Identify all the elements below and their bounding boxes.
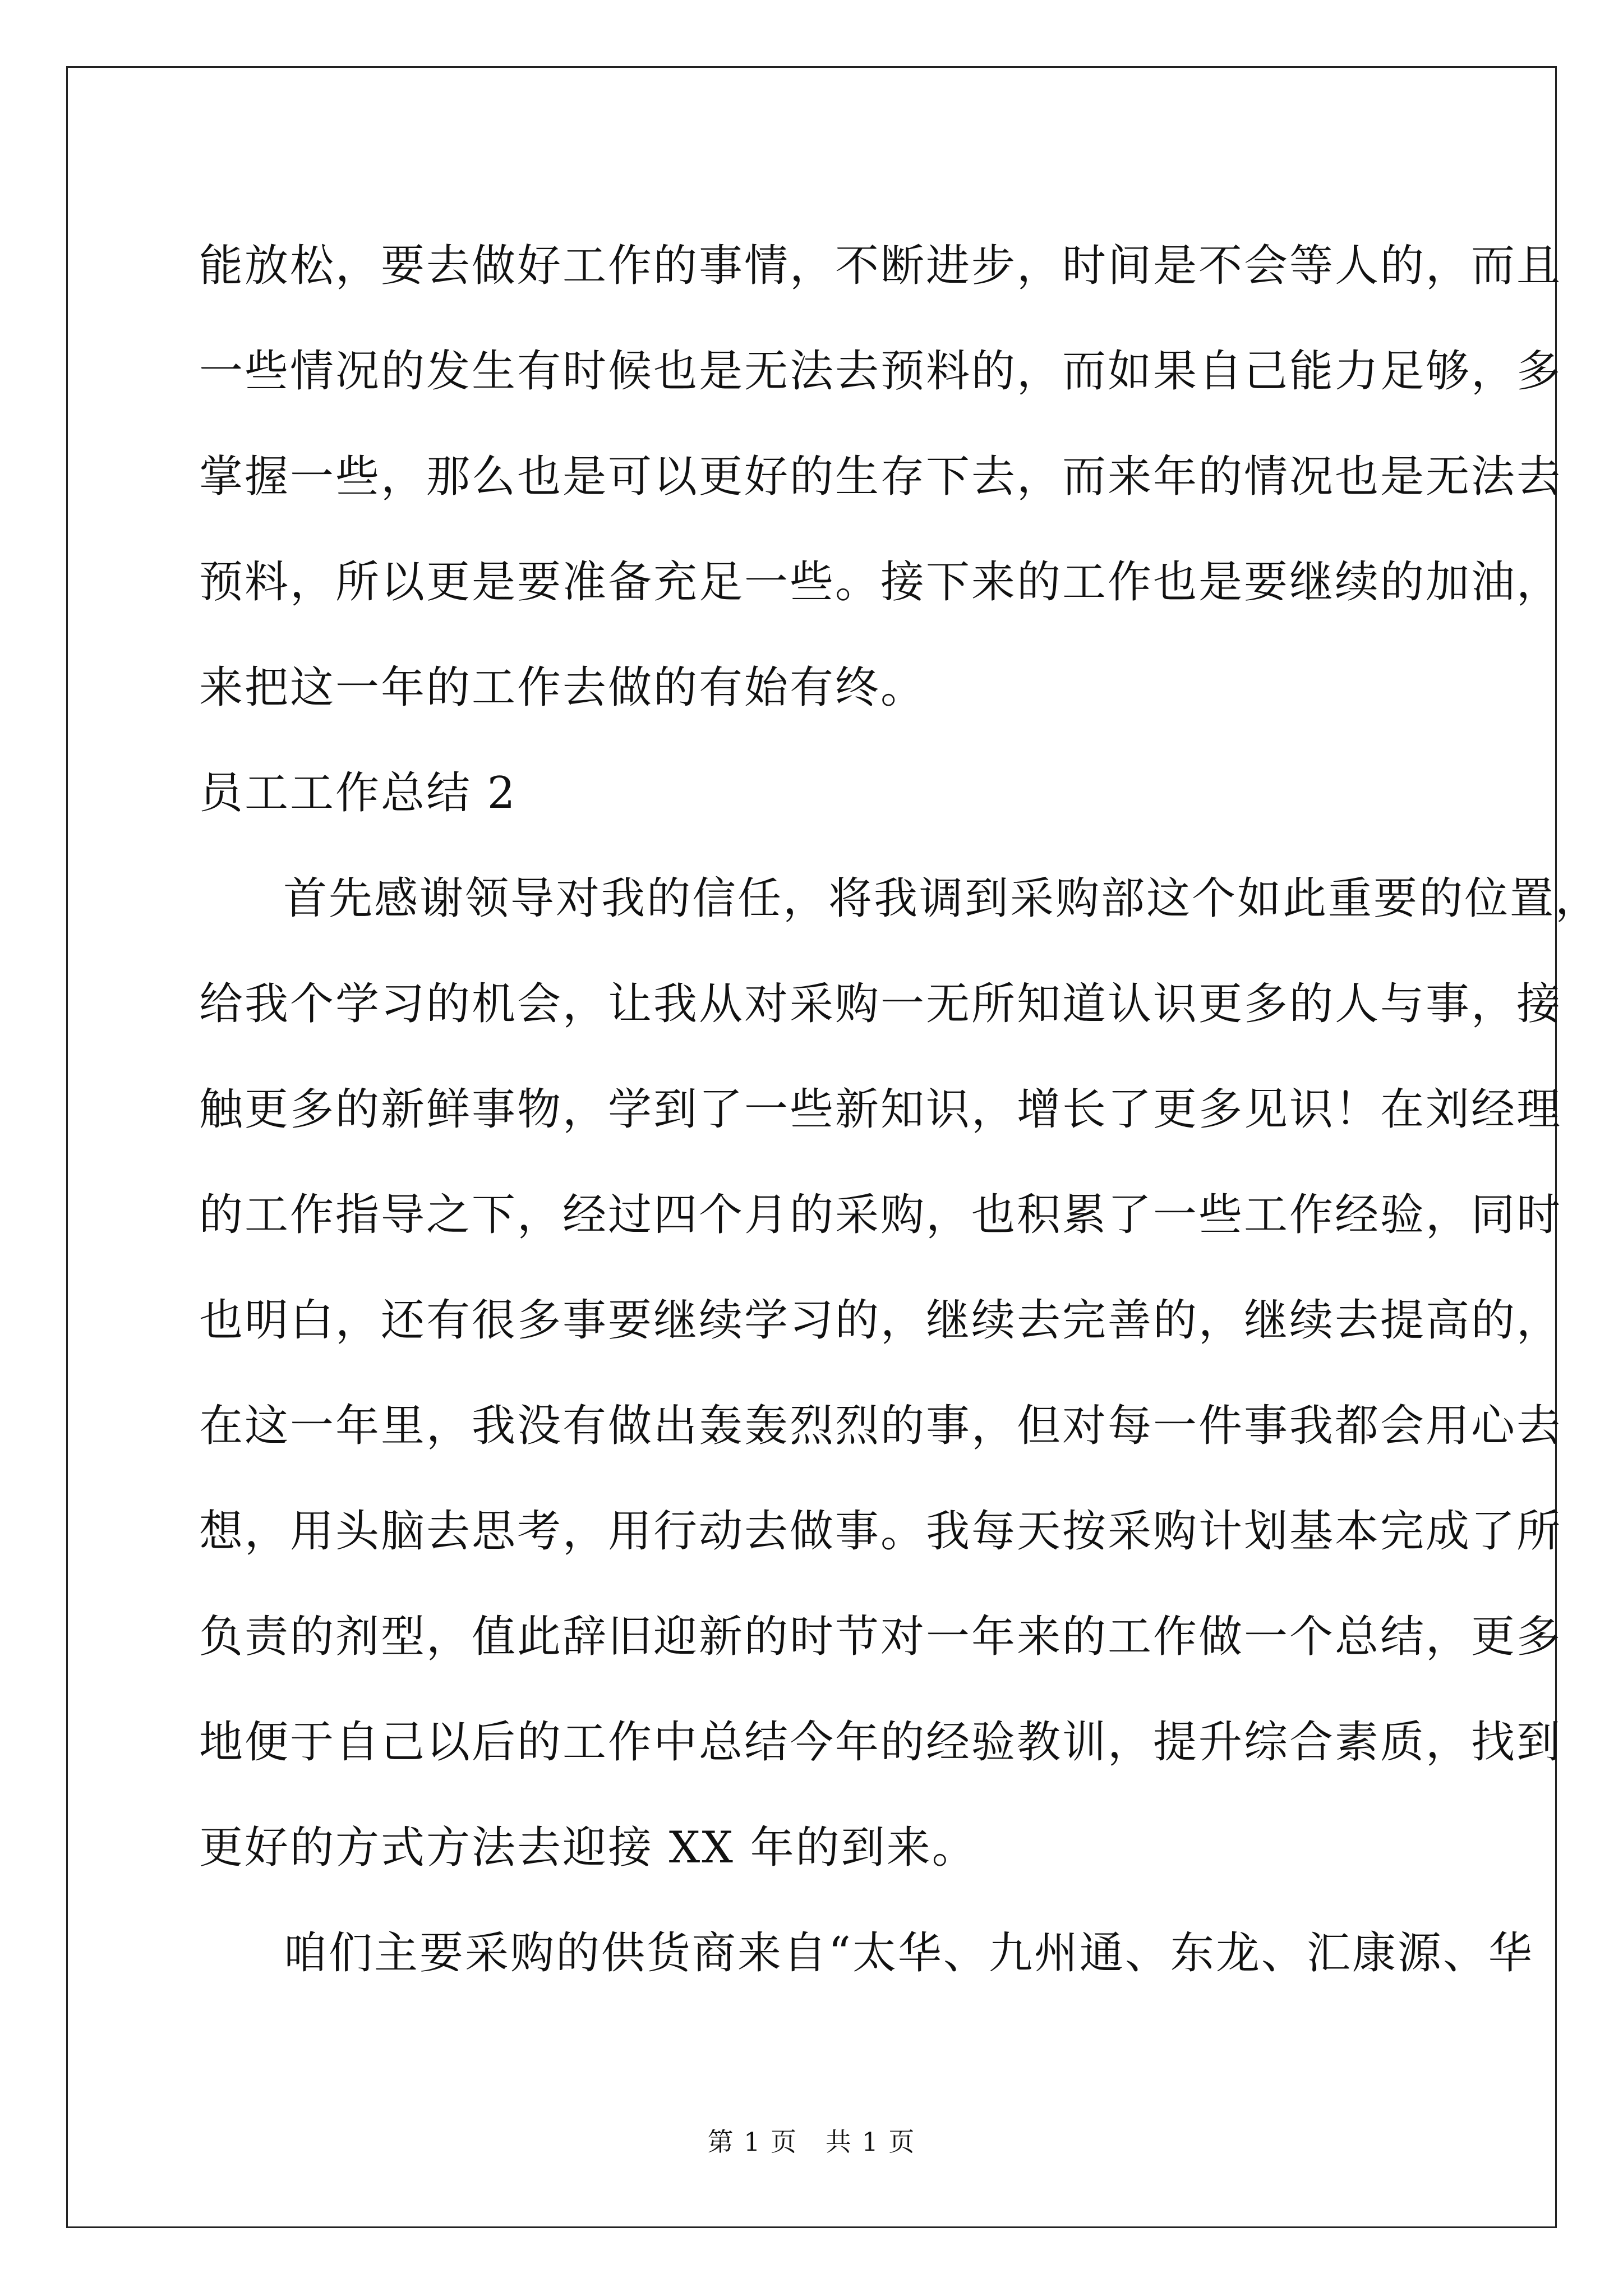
text-line: 首先感谢领导对我的信任，将我调到采购部这个如此重要的位置， (283, 873, 1601, 924)
text-line: 负责的剂型，值此辞旧迎新的时节对一年来的工作做一个总结，更多 (199, 1612, 1562, 1662)
text-line: 触更多的新鲜事物，学到了一些新知识，增长了更多见识！在刘经理 (199, 1084, 1562, 1135)
paragraph (199, 1901, 1534, 2006)
text-line: 也明白，还有很多事要继续学习的，继续去完善的，继续去提高的， (199, 1295, 1562, 1346)
text-line: 来把这一年的工作去做的有始有终。 (199, 662, 926, 713)
document-body (199, 213, 1601, 2006)
text-line: 地便于自己以后的工作中总结今年的经验教训，提升综合素质，找到 (199, 1717, 1562, 1768)
text-line: 在这一年里，我没有做出轰轰烈烈的事，但对每一件事我都会用心去 (199, 1401, 1562, 1451)
text-line: 给我个学习的机会，让我从对采购一无所知道认识更多的人与事，接 (199, 979, 1562, 1029)
text-line: 咱们主要采购的供货商来自“太华、九州通、东龙、汇康源、华 (283, 1928, 1534, 1978)
text-line: 掌握一些，那么也是可以更好的生存下去，而来年的情况也是无法去 (199, 452, 1562, 502)
paragraph (199, 846, 1601, 1901)
text-line: 想，用头脑去思考，用行动去做事。我每天按采购计划基本完成了所 (199, 1506, 1562, 1557)
text-line: 能放松，要去做好工作的事情，不断进步，时间是不会等人的，而且 (199, 241, 1562, 291)
continued-paragraph (199, 213, 1562, 740)
page-number-footer: 第 1 页 共 1 页 (707, 2127, 916, 2157)
text-line: 更好的方式方法去迎接 XX 年的到来。 (199, 1823, 978, 1873)
text-line: 一些情况的发生有时候也是无法去预料的，而如果自己能力足够，多 (199, 346, 1562, 397)
text-line: 预料，所以更是要准备充足一些。接下来的工作也是要继续的加油， (199, 557, 1562, 608)
section-title: 员工工作总结 2 (199, 768, 517, 818)
text-line: 的工作指导之下，经过四个月的采购，也积累了一些工作经验，同时 (199, 1190, 1562, 1240)
